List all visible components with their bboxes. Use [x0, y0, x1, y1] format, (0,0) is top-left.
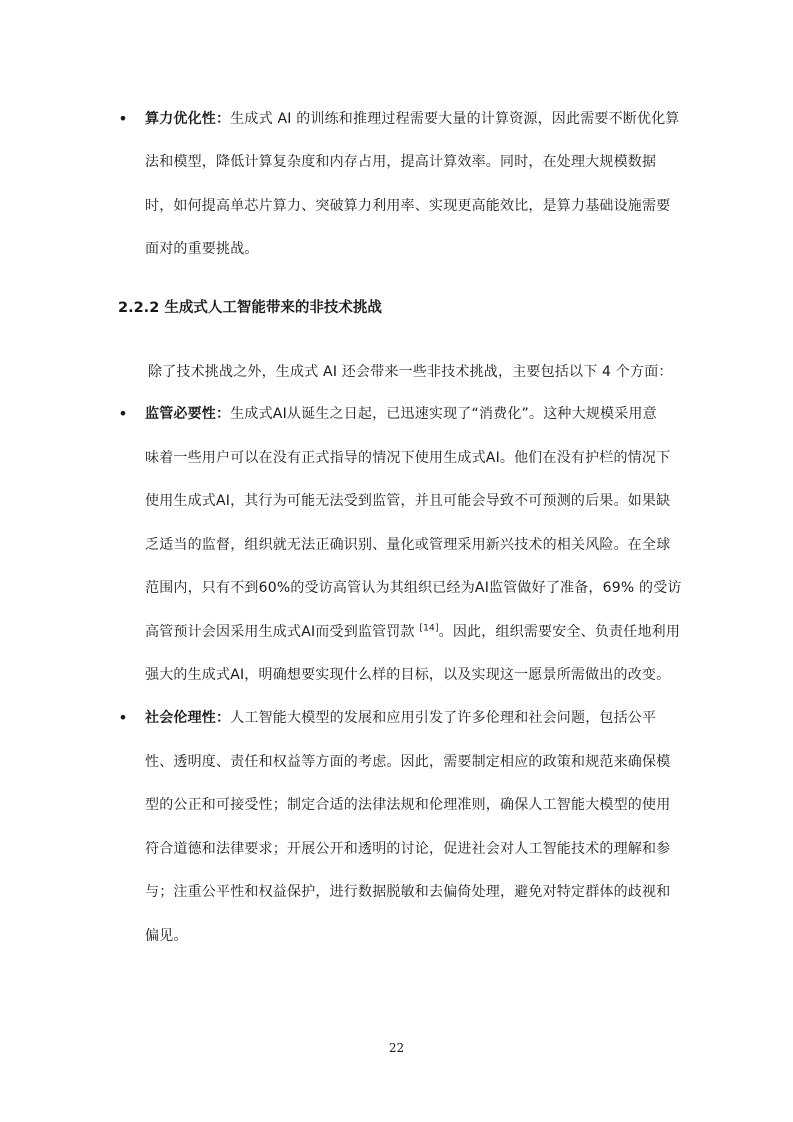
paragraph-line: 味着一些用户可以在没有正式指导的情况下使用生成式AI。他们在没有护栏的情况下: [145, 450, 671, 466]
paragraph-line: 性、透明度、责任和权益等方面的考虑。因此，需要制定相应的政策和规范来确保模: [145, 754, 671, 770]
paragraph-line: 范围内，只有不到60%的受访高管认为其组织已经为AI监管做好了准备，69% 的受访: [145, 580, 682, 596]
paragraph-line: 与；注重公平性和权益保护，进行数据脱敏和去偏倚处理，避免对特定群体的歧视和: [145, 884, 671, 900]
paragraph-text: 高管预计会因采用生成式AI而受到监管罚款: [145, 624, 415, 640]
paragraph-line: 时，如何提高单芯片算力、突破算力利用率、实现更高能效比，是算力基础设施需要: [145, 198, 671, 214]
paragraph-line: 偏见。: [145, 928, 188, 944]
bullet-point: •: [118, 404, 128, 423]
bullet-term: 社会伦理性：: [145, 710, 231, 726]
bullet-term: 监管必要性：: [145, 406, 231, 422]
paragraph-line: [145, 109, 680, 129]
paragraph-line: 型的公正和可接受性；制定合适的法律法规和伦理准则，确保人工智能大模型的使用: [145, 797, 671, 813]
paragraph-text: 生成式 AI 的训练和推理过程需要大量的计算资源，因此需要不断优化算: [230, 111, 680, 127]
bullet-term: 算力优化性：: [145, 111, 231, 127]
paragraph-line: [145, 622, 680, 642]
paragraph-line: 乏适当的监督，组织就无法正确识别、量化或管理采用新兴技术的相关风险。在全球: [145, 537, 671, 553]
section-heading: 2.2.2 生成式人工智能带来的非技术挑战: [118, 300, 382, 316]
paragraph-line: 法和模型，降低计算复杂度和内存占用，提高计算效率。同时，在处理大规模数据: [145, 154, 657, 170]
intro-paragraph: 除了技术挑战之外，生成式 AI 还会带来一些非技术挑战，主要包括以下 4 个方面：: [148, 364, 673, 380]
paragraph-text: 生成式AI从诞生之日起，已迅速实现了“消费化”。这种大规模采用意: [230, 406, 657, 422]
page-number: 22: [388, 1041, 405, 1055]
paragraph-line: 面对的重要挑战。: [145, 241, 259, 257]
bullet-point: •: [118, 708, 128, 727]
paragraph-line: [145, 404, 657, 424]
citation-reference[interactable]: [14]: [419, 623, 439, 634]
paragraph-text: 人工智能大模型的发展和应用引发了许多伦理和社会问题，包括公平: [230, 710, 657, 726]
paragraph-line: 符合道德和法律要求；开展公开和透明的讨论，促进社会对人工智能技术的理解和参: [145, 841, 671, 857]
paragraph-line: 使用生成式AI，其行为可能无法受到监管，并且可能会导致不可预测的后果。如果缺: [145, 493, 671, 509]
paragraph-line: 强大的生成式AI，明确想要实现什么样的目标，以及实现这一愿景所需做出的改变。: [145, 667, 671, 683]
bullet-point: •: [118, 109, 128, 128]
paragraph-line: [145, 708, 656, 728]
paragraph-text: 。因此，组织需要安全、负责任地利用: [438, 624, 681, 640]
